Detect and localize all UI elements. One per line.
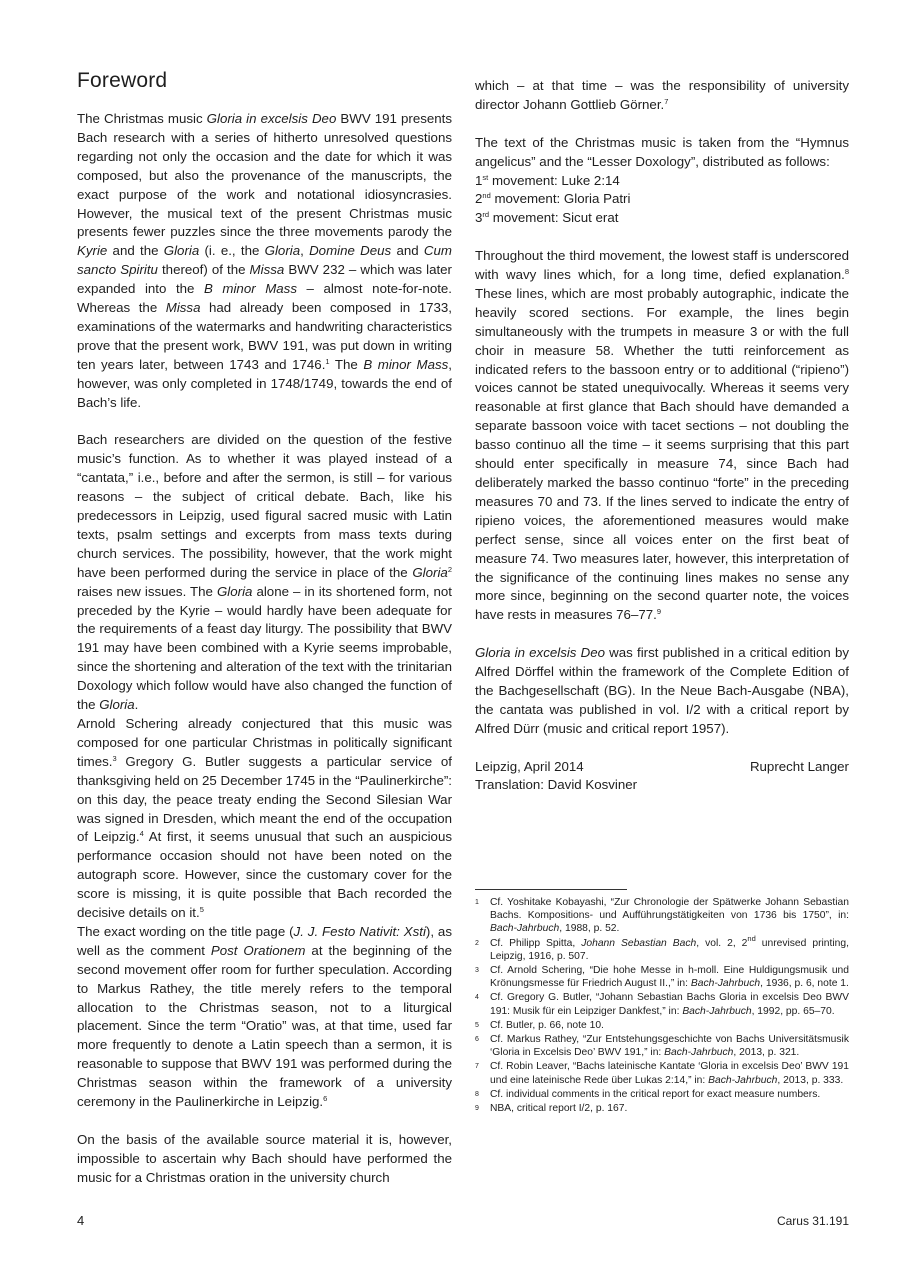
paragraph-9 (475, 644, 849, 739)
text: at the beginning of the second movement offer room for further speculation. According to Markus Rathey, the title merely refers to the temporal allocation to the Christmas season, not to a liturgical placement. Since the term “Oratio” was, at that time, used far more frequently to denote a Latin speech than a sermon, it is reasonable to suppose that BWV 191 was performed during the Christmas season within the framework of a university ceremony in the Paulinerkirche in Leipzig. (77, 942, 452, 1110)
page-number: 4 (77, 1213, 85, 1228)
movement-item (475, 209, 849, 228)
text: The Christmas music (77, 111, 207, 126)
italic-text: Bach-Jahrbuch (490, 923, 560, 935)
text: , 1936, p. 6, note 1. (760, 978, 849, 990)
italic-text: Kyrie (77, 243, 108, 259)
text: Cf. Philipp Spitta, (490, 937, 582, 949)
text: The (329, 356, 364, 372)
text: BWV 232 – which was later expanded into the (77, 262, 452, 297)
italic-text: Bach-Jahrbuch (682, 1005, 752, 1017)
translation-credit: Translation: David Kosviner (475, 777, 638, 793)
text: ), as well as the comment (77, 923, 452, 958)
text: Cf. Yoshitake Kobayashi, “Zur Chronologie der Spätwerke Johann Sebastian Bachs. Kompositions- und Aufführungstätigkeiten von 1736 bis 1750”, in: (490, 897, 849, 922)
signature-line (475, 758, 849, 777)
italic-text: Gloria (99, 697, 135, 713)
text: (i. e., the (199, 243, 265, 259)
page-title: Foreword (77, 69, 168, 92)
text: Bach researchers are divided on the question of the festive music’s function. As to whether it was played instead of a “cantata,” i.e., before and after the sermon, is still – for various reasons – the subject of critical debate. Bach, like his predecessors in Leipzig, used figural sacred music with Latin texts, psalm settings and excerpts from mass texts during church services. The possibility, however, that the work might have been performed during the service in place of the (77, 432, 452, 580)
text: raises new issues. The (77, 583, 217, 599)
italic-text: Gloria (264, 243, 301, 259)
footnote (475, 933, 849, 963)
italic-text: Bach-Jahrbuch (708, 1074, 778, 1086)
footnote-ref: 4 (139, 829, 144, 839)
text: , 2013, p. 321. (733, 1047, 800, 1059)
paragraph-4 (77, 923, 452, 1112)
footnote-ref: 6 (323, 1094, 328, 1104)
paragraph-2 (77, 431, 452, 715)
text: , vol. 2, 2 (696, 937, 748, 949)
paragraph-8 (475, 247, 849, 625)
text: – almost note-for-note. Whereas the (77, 281, 452, 316)
text: and (391, 243, 424, 259)
text: Cf. Markus Rathey, “Zur Entstehungsgeschichte von Bachs Universitätsmusik ‘Gloria in Excelsis Deo’ BWV 191,” in: (490, 1034, 849, 1059)
movement-number: 2 (475, 191, 483, 207)
movement-number: 3 (475, 210, 483, 226)
text: , 1988, p. 52. (559, 923, 620, 935)
text: . (134, 697, 139, 713)
paragraph-1 (77, 110, 452, 413)
italic-text: Bach-Jahrbuch (664, 1047, 734, 1059)
italic-text: Gloria in excelsis Deo (475, 645, 606, 661)
footnote (475, 991, 849, 1017)
italic-text: Cum sancto Spiritu (77, 243, 452, 278)
text: had already been composed in 1733, examinations of the watermarks and handwriting characteristics prove that the present work, BWV 191, was put down in writing ten years later, between 1743 and 1746. (77, 300, 452, 372)
footnote (475, 1019, 849, 1032)
footnote-ref: 9 (656, 607, 661, 617)
italic-text: Missa (165, 300, 201, 316)
text: and the (107, 243, 164, 259)
text: Cf. Butler, p. 66, note 10. (490, 1019, 604, 1031)
footnote (475, 896, 849, 936)
text: alone – in its shortened form, not preceded by the Kyrie – would hardly have been adequate for the requirements of a feast day liturgy. The possibility that BWV 191 may have been combined with a Kyrie seems improbable, since the shortening and alteration of the text with the trinitarian Doxology which follow would have also changed the function of the (77, 583, 452, 713)
text: At first, it seems unusual that such an auspicious performance occasion should not have been noted on the autograph score. However, since the customary cover for the score is missing, it is quite possible that Bach recorded the decisive details on it. (77, 829, 452, 921)
footnote-number: 3 (475, 967, 479, 975)
footnote-number: 9 (475, 1105, 479, 1113)
footnote (475, 964, 849, 990)
footnote-number: 4 (475, 994, 479, 1002)
italic-text: Gloria (163, 243, 200, 259)
left-column (77, 110, 452, 1188)
movement-item (475, 172, 849, 191)
footnote (475, 1033, 849, 1059)
text: thereof) of the (157, 262, 250, 278)
footnotes (475, 896, 849, 1116)
footnote-number: 8 (475, 1090, 479, 1098)
paragraph-3 (77, 715, 452, 923)
text: , (300, 243, 310, 259)
footnote-ref: 2 (447, 564, 452, 574)
text: These lines, which are most probably autographic, indicate the heavily scored sections. For example, the lines begin simultaneously with the trumpets in measure 3 or with the full choir in measure 58. Whether the tutti reinforcement as indicated refers to the bassoon entry or to additional (“ripieno”) voices cannot be stated unequivocally. Whereas it seems very reasonable at first glance that Bach should have demanded a separate bassoon voice with tacet sections – not doubling the basso continuo all the time – it seems surprising that this part should enter specifically in measure 74, since Bach had deliberately marked the basso continuo “forte” in the preceding measures 70 and 73. If the lines served to indicate the entry of ripieno voices, the aforementioned measures would make perfect sense, since all voices enter on the first beat of measure 74. Two measures later, however, this interpretation of the significance of the continuing lines makes no sense any more since, beginning on the second quarter note, the voices have rests in measures 76–77. (475, 285, 849, 623)
paragraph-5: On the basis of the available source material it is, however, impossible to ascertain why Bach should have performed the music for a Christmas oration in the university church (77, 1131, 452, 1185)
footnote-number: 7 (475, 1063, 479, 1071)
text: Cf. Arnold Schering, “Die hohe Messe in h-moll. Eine Huldigungsmusik und Krönungsmesse für Friedrich August II.,” in: (490, 965, 849, 990)
text: Cf. Gregory G. Butler, “Johann Sebastian Bachs Gloria in excelsis Deo BWV 191: Musik für ein Leipziger Dankfest,” in: (490, 992, 849, 1017)
paragraph-6 (475, 77, 849, 115)
text: Cf. individual comments in the critical report for exact measure numbers. (490, 1088, 821, 1100)
ordinal: nd (482, 191, 491, 201)
author-name: Ruprecht Langer (749, 758, 849, 774)
footnote (475, 1088, 849, 1101)
ordinal: nd (747, 933, 756, 943)
italic-text: Post Orationem (210, 942, 306, 958)
catalog-number: Carus 31.191 (776, 1214, 849, 1228)
italic-text: Bach-Jahrbuch (690, 978, 761, 990)
footnote-number: 1 (475, 899, 479, 906)
text: NBA, critical report I/2, p. 167. (490, 1103, 628, 1115)
footnote-ref: 5 (199, 905, 204, 915)
text: Arnold Schering already conjectured that this music was composed for one particular Christmas in politically significant times. (77, 715, 452, 769)
italic-text: B minor Mass (363, 356, 449, 372)
footnote-number: 6 (475, 1036, 479, 1044)
text: , 1992, pp. 65–70. (751, 1005, 835, 1017)
italic-text: B minor Mass (203, 281, 297, 297)
footnote-ref: 8 (844, 267, 849, 277)
italic-text: Gloria in excelsis Deo (206, 111, 337, 126)
text: unrevised printing, Leipzig, 1916, p. 507. (490, 937, 849, 962)
paragraph-7: The text of the Christmas music is taken from the “Hymnus angelicus” and the “Lesser Doxology”, distributed as follows: (475, 134, 849, 169)
text: was first published in a critical edition by Alfred Dörffel within the framework of the Complete Edition of the Bachgesellschaft (BG). In the Neue Bach-Ausgabe (NBA), the cantata was published in vol. I/2 with a critical report by Alfred Dürr (music and critical report 1957). (475, 645, 849, 736)
ordinal: st (482, 172, 489, 182)
italic-text: J. J. Festo Nativit: Xsti (293, 923, 426, 939)
footnote-divider (475, 889, 627, 890)
ordinal: rd (482, 210, 490, 220)
movement-text: movement: Luke 2:14 (488, 172, 620, 188)
text: The exact wording on the title page ( (77, 923, 294, 939)
italic-text: Domine Deus (309, 243, 392, 259)
italic-text: Gloria (216, 583, 253, 599)
text: Cf. Robin Leaver, “Bachs lateinische Kantate ‘Gloria in excelsis Deo’ BWV 191 und eine lateinische Rede über Lukas 2:14,” in: (490, 1061, 849, 1086)
italic-text: Gloria (412, 564, 448, 580)
right-column (475, 77, 849, 795)
text: Throughout the third movement, the lowest staff is underscored with wavy lines which, for a long time, defied explanation. (475, 248, 849, 283)
movement-list (475, 172, 849, 229)
italic-text: Johann Sebastian Bach (581, 937, 697, 949)
text: which – at that time – was the responsibility of university director Johann Gottlieb Görner. (475, 78, 849, 112)
footnote-ref: 1 (325, 356, 330, 366)
footnote-number: 2 (475, 939, 479, 947)
text: , 2013, p. 333. (777, 1074, 844, 1086)
italic-text: Missa (249, 262, 285, 278)
place-date: Leipzig, April 2014 (475, 758, 584, 774)
movement-text: movement: Gloria Patri (490, 191, 631, 207)
movement-text: movement: Sicut erat (489, 210, 619, 226)
text: , however, was only completed in 1748/1749, towards the end of Bach’s life. (77, 356, 452, 410)
footnote-ref: 7 (664, 96, 669, 106)
movement-number: 1 (475, 172, 483, 188)
text: BWV 191 presents Bach research with a series of hitherto unresolved questions regarding not only the occasion and the date for which it was composed, but also the provenance of the manuscripts, the exact purpose of the work and notational idiosyncrasies. However, the musical text of the present Christmas music presents fewer puzzles since the three movements parody the (77, 111, 452, 240)
footnote (475, 1060, 849, 1086)
text: Gregory G. Butler suggests a particular service of thanksgiving held on 25 December 1745 in the “Paulinerkirche”: on this day, the peace treaty ending the Second Silesian War was signed in Dresden, which meant the end of the occupation of Leipzig. (77, 753, 452, 845)
footnote (475, 1102, 849, 1115)
footnote-number: 5 (475, 1021, 479, 1029)
movement-item (475, 190, 849, 209)
footnote-ref: 3 (112, 753, 117, 763)
